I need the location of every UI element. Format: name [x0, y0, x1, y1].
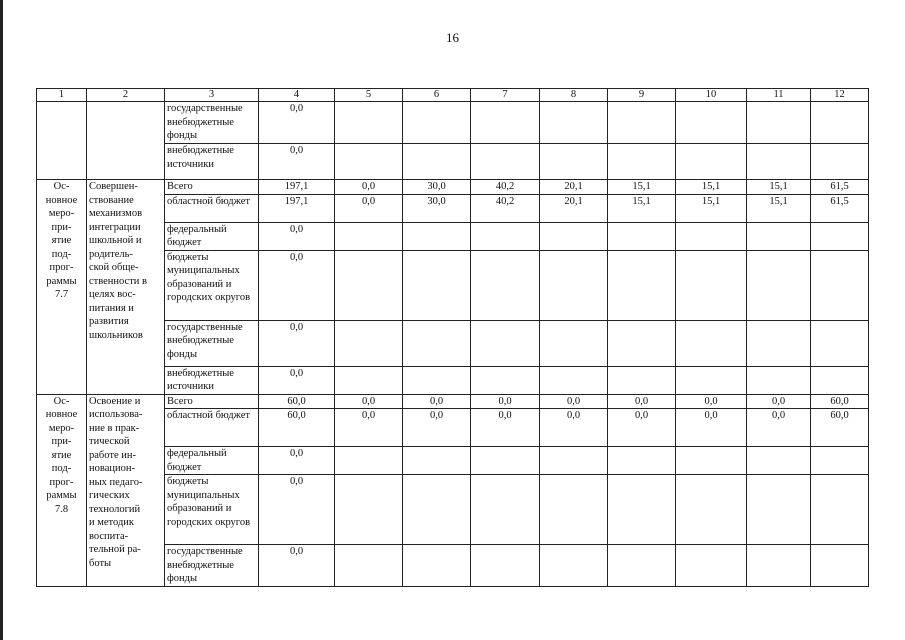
amount-cell: 197,1 [259, 194, 335, 222]
amount-cell: 15,1 [608, 180, 676, 195]
amount-cell [403, 475, 471, 545]
amount-cell: 40,2 [471, 194, 540, 222]
funding-source: федеральный бюджет [165, 222, 259, 250]
amount-cell [608, 320, 676, 366]
amount-cell [608, 545, 676, 587]
amount-cell [335, 102, 403, 144]
budget-table [36, 88, 869, 587]
funding-source: областной бюджет [165, 409, 259, 447]
activity-name: Совершен- ствование механизмов интеграции школьной и родитель- ской обще- ственности в целях вос- питания и развития школьников [87, 180, 165, 395]
amount-cell: 0,0 [259, 545, 335, 587]
amount-cell: 60,0 [259, 394, 335, 409]
amount-cell: 0,0 [335, 194, 403, 222]
amount-cell [747, 144, 811, 180]
amount-cell [608, 102, 676, 144]
amount-cell: 0,0 [676, 394, 747, 409]
amount-cell [747, 320, 811, 366]
funding-source: Всего [165, 394, 259, 409]
amount-cell [335, 475, 403, 545]
amount-cell [811, 366, 869, 394]
table-row [37, 102, 869, 144]
amount-cell [676, 102, 747, 144]
scan-edge [0, 0, 3, 640]
amount-cell: 0,0 [259, 222, 335, 250]
amount-cell [471, 320, 540, 366]
funding-source: бюджеты муниципальных образований и городских округов [165, 250, 259, 320]
amount-cell [540, 222, 608, 250]
header-cell-10: 10 [676, 89, 747, 102]
header-cell-9: 9 [608, 89, 676, 102]
activity-name [87, 102, 165, 180]
funding-source: внебюджетные источники [165, 144, 259, 180]
amount-cell [471, 475, 540, 545]
header-cell-3: 3 [165, 89, 259, 102]
amount-cell: 0,0 [335, 394, 403, 409]
amount-cell [608, 447, 676, 475]
amount-cell: 15,1 [747, 180, 811, 195]
amount-cell [676, 144, 747, 180]
amount-cell [335, 366, 403, 394]
amount-cell [471, 222, 540, 250]
amount-cell [608, 222, 676, 250]
amount-cell [676, 320, 747, 366]
page-number: 16 [446, 30, 459, 45]
amount-cell [471, 250, 540, 320]
amount-cell [747, 366, 811, 394]
amount-cell [540, 366, 608, 394]
amount-cell [403, 222, 471, 250]
amount-cell [608, 144, 676, 180]
funding-source: Всего [165, 180, 259, 195]
amount-cell: 0,0 [747, 409, 811, 447]
amount-cell [540, 447, 608, 475]
amount-cell [335, 222, 403, 250]
amount-cell: 20,1 [540, 180, 608, 195]
amount-cell [811, 447, 869, 475]
amount-cell [403, 366, 471, 394]
amount-cell [811, 222, 869, 250]
amount-cell [335, 250, 403, 320]
amount-cell [747, 222, 811, 250]
amount-cell [747, 102, 811, 144]
funding-source: бюджеты муниципальных образований и городских округов [165, 475, 259, 545]
funding-source: федеральный бюджет [165, 447, 259, 475]
amount-cell [471, 545, 540, 587]
amount-cell: 0,0 [259, 102, 335, 144]
header-cell-11: 11 [747, 89, 811, 102]
amount-cell: 15,1 [676, 194, 747, 222]
amount-cell: 0,0 [471, 394, 540, 409]
table-row [37, 180, 869, 195]
amount-cell [747, 545, 811, 587]
amount-cell: 0,0 [335, 409, 403, 447]
amount-cell [608, 366, 676, 394]
amount-cell [676, 222, 747, 250]
amount-cell: 61,5 [811, 180, 869, 195]
header-cell-5: 5 [335, 89, 403, 102]
amount-cell: 60,0 [811, 409, 869, 447]
amount-cell [403, 447, 471, 475]
amount-cell: 0,0 [259, 320, 335, 366]
amount-cell [471, 144, 540, 180]
amount-cell [403, 250, 471, 320]
funding-source: государственные внебюджетные фонды [165, 545, 259, 587]
amount-cell: 0,0 [608, 409, 676, 447]
amount-cell [540, 545, 608, 587]
amount-cell: 60,0 [259, 409, 335, 447]
amount-cell: 15,1 [608, 194, 676, 222]
amount-cell: 197,1 [259, 180, 335, 195]
amount-cell [811, 102, 869, 144]
amount-cell: 0,0 [335, 180, 403, 195]
amount-cell [747, 447, 811, 475]
amount-cell [676, 545, 747, 587]
amount-cell: 0,0 [471, 409, 540, 447]
amount-cell [811, 475, 869, 545]
amount-cell [747, 250, 811, 320]
amount-cell [403, 320, 471, 366]
funding-source: государственные внебюджетные фонды [165, 102, 259, 144]
activity-name: Освоение и использова- ние в прак- тической работе ин- новацион- ных педаго- гических технологий и методик воспита- тельной ра- боты [87, 394, 165, 586]
header-cell-4: 4 [259, 89, 335, 102]
funding-source: внебюджетные источники [165, 366, 259, 394]
amount-cell: 0,0 [540, 409, 608, 447]
header-cell-7: 7 [471, 89, 540, 102]
amount-cell [676, 447, 747, 475]
header-cell-8: 8 [540, 89, 608, 102]
amount-cell [811, 144, 869, 180]
amount-cell [676, 250, 747, 320]
amount-cell [608, 475, 676, 545]
amount-cell: 0,0 [540, 394, 608, 409]
amount-cell: 0,0 [676, 409, 747, 447]
amount-cell [811, 545, 869, 587]
amount-cell [403, 144, 471, 180]
amount-cell [403, 545, 471, 587]
funding-source: областной бюджет [165, 194, 259, 222]
header-cell-2: 2 [87, 89, 165, 102]
amount-cell [540, 250, 608, 320]
header-row [37, 89, 869, 102]
amount-cell: 0,0 [608, 394, 676, 409]
table-row [37, 394, 869, 409]
amount-cell [471, 102, 540, 144]
amount-cell: 0,0 [403, 409, 471, 447]
amount-cell [747, 475, 811, 545]
amount-cell [676, 366, 747, 394]
amount-cell [608, 250, 676, 320]
amount-cell: 0,0 [747, 394, 811, 409]
amount-cell: 61,5 [811, 194, 869, 222]
amount-cell: 0,0 [259, 250, 335, 320]
activity-cell [37, 102, 87, 180]
amount-cell: 0,0 [259, 366, 335, 394]
amount-cell: 0,0 [259, 475, 335, 545]
amount-cell: 30,0 [403, 194, 471, 222]
amount-cell [335, 545, 403, 587]
amount-cell [676, 475, 747, 545]
funding-source: государственные внебюджетные фонды [165, 320, 259, 366]
header-cell-6: 6 [403, 89, 471, 102]
amount-cell [335, 447, 403, 475]
activity-cell: Ос- новное меро- при- ятие под- прог- раммы 7.7 [37, 180, 87, 395]
amount-cell [471, 366, 540, 394]
amount-cell [403, 102, 471, 144]
amount-cell [471, 447, 540, 475]
amount-cell: 30,0 [403, 180, 471, 195]
amount-cell [540, 144, 608, 180]
amount-cell [540, 320, 608, 366]
amount-cell [335, 320, 403, 366]
header-cell-12: 12 [811, 89, 869, 102]
amount-cell: 20,1 [540, 194, 608, 222]
amount-cell: 60,0 [811, 394, 869, 409]
amount-cell: 15,1 [747, 194, 811, 222]
amount-cell: 0,0 [259, 144, 335, 180]
amount-cell [540, 102, 608, 144]
amount-cell: 0,0 [403, 394, 471, 409]
amount-cell [811, 320, 869, 366]
amount-cell [335, 144, 403, 180]
activity-cell: Ос- новное меро- при- ятие под- прог- раммы 7.8 [37, 394, 87, 586]
amount-cell [811, 250, 869, 320]
amount-cell [540, 475, 608, 545]
amount-cell: 0,0 [259, 447, 335, 475]
amount-cell: 40,2 [471, 180, 540, 195]
header-cell-1: 1 [37, 89, 87, 102]
amount-cell: 15,1 [676, 180, 747, 195]
